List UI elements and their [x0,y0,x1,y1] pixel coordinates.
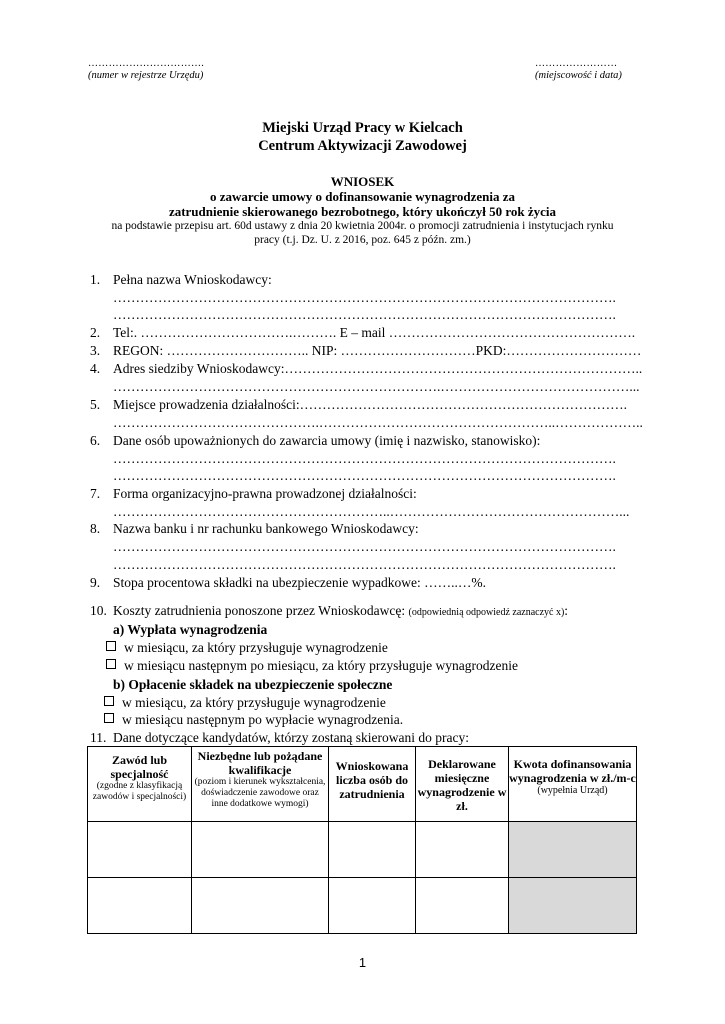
field-10a-option-2 [106,658,518,674]
col-headcount-title: Wnioskowana liczba osób do zatrudnienia [335,759,409,801]
field-1-line-1[interactable]: …………………………………………………………………………………………………. [113,290,616,305]
col-occupation-header [88,747,192,822]
field-8-line-1[interactable]: …………………………………………………………………………………………………. [113,539,616,554]
field-10b-option-1 [104,695,386,711]
field-10b-option-2 [104,712,403,728]
document-title: WNIOSEK [330,174,395,189]
table-cell[interactable] [416,822,509,878]
field-6-line-1[interactable]: …………………………………………………………………………………………………. [113,451,616,466]
field-1-label: Pełna nazwa Wnioskodawcy: [113,272,272,287]
col-occupation-title: Zawód lub specjalność [110,753,169,781]
checkbox-10a-2[interactable] [106,659,116,669]
field-1-line-2[interactable]: …………………………………………………………………………………………………. [113,307,616,322]
field-2-number: 2. [90,325,101,340]
field-5-number: 5. [90,397,101,412]
table-cell-office-only [509,878,637,934]
registry-number-label: (numer w rejestrze Urzędu) [88,70,204,81]
field-10a-option-2-label: w miesiącu następnym po miesiącu, za który przysługuje wynagrodzenie [124,658,519,673]
field-10a-option-1 [106,640,388,656]
checkbox-10a-1[interactable] [106,641,116,651]
table-cell[interactable] [329,878,416,934]
field-4-number: 4. [90,361,101,376]
center-name: Centrum Aktywizacji Zawodowej [258,138,467,154]
place-date-dots: …………………… [535,58,618,69]
field-11-number: 11. [90,730,107,745]
document-subtitle-1: o zawarcie umowy o dofinansowanie wynagrodzenia za [209,189,516,204]
registry-number-dots: ……………………………. [88,58,205,69]
table-row [88,878,637,934]
field-10-number: 10. [90,603,107,618]
field-8-line-2[interactable]: …………………………………………………………………………………………………. [113,557,616,572]
field-8-number: 8. [90,521,101,536]
field-10-label-line [113,603,568,619]
office-name: Miejski Urząd Pracy w Kielcach [262,120,463,136]
field-7-line-1[interactable]: ……………………………………………………..……………………………………………... [113,504,630,519]
document-subtitle-2: zatrudnienie skierowanego bezrobotnego, który ukończył 50 rok życia [168,204,557,219]
field-11-label: Dane dotyczące kandydatów, którzy zostaną skierowani do pracy: [113,730,469,745]
table-cell[interactable] [416,878,509,934]
table-cell[interactable] [329,822,416,878]
field-5-line-1[interactable]: ……………………………………….……………………………………………..……………….. [113,415,643,430]
field-3-regon-nip-pkd[interactable]: REGON: ………………………….. NIP: …………………………PKD:………………………… [113,343,642,358]
col-subsidy-title: Kwota dofinansowania wynagrodzenia w zł./m-c [509,757,636,785]
field-6-label: Dane osób upoważnionych do zawarcia umowy (imię i nazwisko, stanowisko): [113,433,541,448]
field-10-colon: : [564,603,569,618]
page-number: 1 [358,955,367,970]
table-cell[interactable] [88,878,192,934]
legal-basis-1: na podstawie przepisu art. 60d ustawy z dnia 20 kwietnia 2004r. o promocji zatrudnienia i instytucjach rynku [111,220,614,232]
field-10a-option-1-label: w miesiącu, za który przysługuje wynagrodzenie [124,640,388,655]
field-10a-heading: a) Wypłata wynagrodzenia [113,622,268,637]
candidates-table [87,746,637,934]
col-subsidy-note: (wypełnia Urząd) [537,785,608,796]
col-subsidy-header [509,747,637,822]
table-cell-office-only [509,822,637,878]
checkbox-10b-2[interactable] [104,713,114,723]
field-3-number: 3. [90,343,101,358]
legal-basis-2: pracy (t.j. Dz. U. z 2016, poz. 645 z późn. zm.) [254,234,471,246]
field-9-number: 9. [90,575,101,590]
field-10b-option-2-label: w miesiącu następnym po wypłacie wynagrodzenia. [122,712,404,727]
field-10-note: (odpowiednią odpowiedź zaznaczyć x) [408,607,565,618]
table-cell[interactable] [192,822,329,878]
field-10-label: Koszty zatrudnienia ponoszone przez Wnioskodawcę: [113,603,406,618]
checkbox-10b-1[interactable] [104,696,114,706]
col-occupation-note: (zgodne z klasyfikacją zawodów i specjalności) [92,781,187,802]
col-salary-title: Deklarowane miesięczne wynagrodzenie w zł. [417,757,507,813]
col-qualifications-note: (poziom i kierunek wykształcenia, doświadczenie zawodowe oraz inne dodatkowe wymogi) [194,777,326,809]
field-7-number: 7. [90,486,101,501]
table-cell[interactable] [192,878,329,934]
field-9-accident-rate[interactable]: Stopa procentowa składki na ubezpieczenie wypadkowe: ……..…%. [113,575,487,590]
field-4-line-1[interactable]: ……………………………………………………………….……………………………………... [113,379,640,394]
field-7-label: Forma organizacyjno-prawna prowadzonej działalności: [113,486,417,501]
col-qualifications-title: Niezbędne lub pożądane kwalifikacje [197,749,323,777]
table-row [88,822,637,878]
col-qualifications-header [192,747,329,822]
field-2-phone-email[interactable]: Tel:. …………………………….………. E – mail ………………………………………………. [113,325,636,340]
table-header-row [88,747,637,822]
field-1-number: 1. [90,272,101,287]
field-10b-heading: b) Opłacenie składek na ubezpieczenie społeczne [113,677,393,692]
field-5-business-place[interactable]: Miejsce prowadzenia działalności:………………………………………………………………. [113,397,628,412]
col-salary-header [416,747,509,822]
field-10b-option-1-label: w miesiącu, za który przysługuje wynagrodzenie [122,695,386,710]
table-cell[interactable] [88,822,192,878]
field-8-label: Nazwa banku i nr rachunku bankowego Wnioskodawcy: [113,521,419,536]
place-date-label: (miejscowość i data) [535,70,622,81]
col-headcount-header [329,747,416,822]
field-4-address[interactable]: Adres siedziby Wnioskodawcy:…………………………………………………………………….. [113,361,643,376]
field-6-line-2[interactable]: …………………………………………………………………………………………………. [113,468,616,483]
field-6-number: 6. [90,433,101,448]
